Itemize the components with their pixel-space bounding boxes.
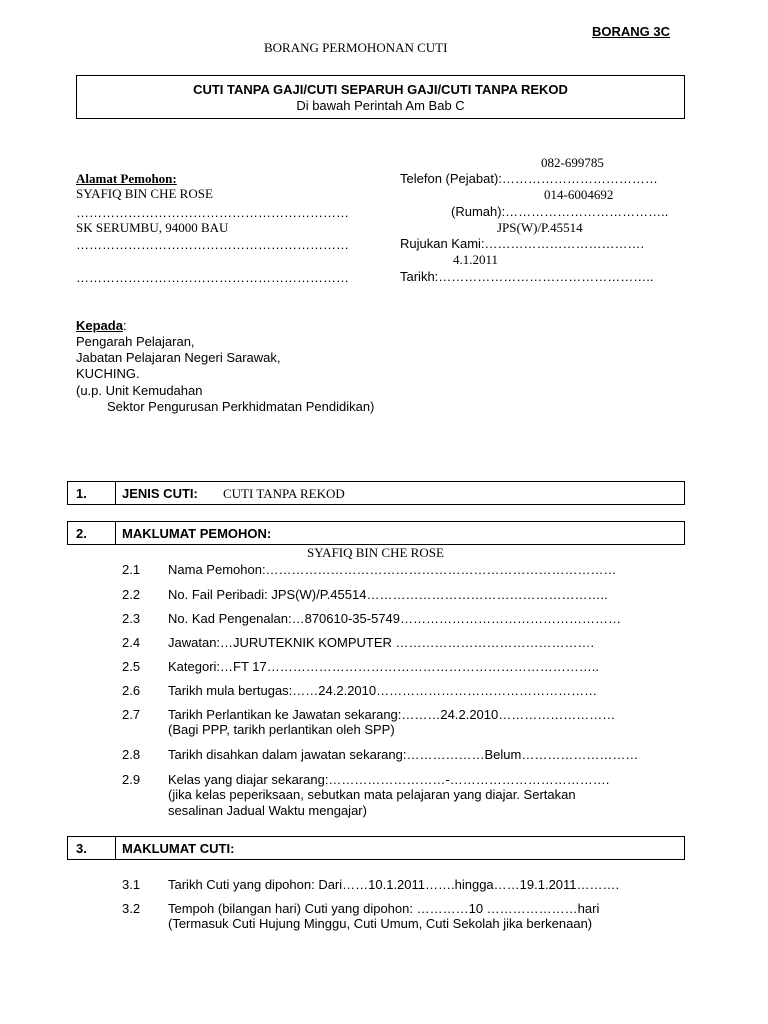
home-phone-label: (Rumah):………………………………..	[451, 204, 669, 219]
recipient-line: KUCHING.	[76, 366, 140, 381]
item-number: 2.6	[122, 683, 141, 698]
box-subtitle: Di bawah Perintah Am Bab C	[296, 98, 465, 113]
item-text: Tarikh Cuti yang dipohon: Dari……10.1.2011…….hingga……19.1.2011……….	[168, 877, 620, 892]
section1-label: JENIS CUTI:	[122, 486, 198, 501]
item-note: sesalinan Jadual Waktu mengajar)	[168, 803, 367, 818]
section2-title: MAKLUMAT PEMOHON:	[122, 526, 272, 541]
item-text: Kelas yang diajar sekarang:………………………-……………………………….	[168, 772, 610, 787]
office-phone-label: Telefon (Pejabat):………………………………	[400, 171, 658, 186]
reference-value: JPS(W)/P.45514	[497, 220, 583, 235]
item-text: No. Fail Peribadi: JPS(W)/P.45514………………………………………………..	[168, 587, 608, 602]
section3-number: 3.	[76, 841, 87, 856]
item-text: Tarikh Perlantikan ke Jawatan sekarang:………24.2.2010………………………	[168, 707, 616, 722]
leave-type-value: CUTI TANPA REKOD	[223, 486, 345, 501]
form-title: BORANG PERMOHONAN CUTI	[264, 40, 448, 55]
applicant-name-entry: SYAFIQ BIN CHE ROSE	[307, 545, 444, 560]
item-number: 2.9	[122, 772, 141, 787]
applicant-address: SK SERUMBU, 94000 BAU	[76, 220, 229, 235]
address-dots-2: ………………………………………………………	[76, 237, 349, 252]
item-text: Kategori:…FT 17…………………………………………………………………..	[168, 659, 599, 674]
item-number: 3.2	[122, 901, 141, 916]
item-number: 2.5	[122, 659, 141, 674]
section1-number: 1.	[76, 486, 87, 501]
item-number: 2.1	[122, 562, 141, 577]
item-text: Tarikh mula bertugas:……24.2.2010……………………………………………	[168, 683, 598, 698]
recipient-line: Jabatan Pelajaran Negeri Sarawak,	[76, 350, 281, 365]
item-note: (jika kelas peperiksaan, sebutkan mata pelajaran yang diajar. Sertakan	[168, 787, 576, 802]
address-dots-1: ………………………………………………………	[76, 205, 349, 220]
office-phone-value: 082-699785	[541, 155, 604, 170]
item-number: 2.3	[122, 611, 141, 626]
section2-number: 2.	[76, 526, 87, 541]
section3-title: MAKLUMAT CUTI:	[122, 841, 235, 856]
item-text: Nama Pemohon:………………………………………………………………………	[168, 562, 617, 577]
title-box	[76, 75, 685, 119]
recipient-colon: :	[122, 318, 127, 333]
box-title: CUTI TANPA GAJI/CUTI SEPARUH GAJI/CUTI TANPA REKOD	[193, 82, 568, 97]
home-phone-value: 014-6004692	[544, 187, 614, 202]
recipient-heading	[76, 318, 127, 333]
date-value: 4.1.2011	[453, 252, 499, 267]
item-number: 2.8	[122, 747, 141, 762]
recipient-line: Sektor Pengurusan Perkhidmatan Pendidikan)	[107, 399, 375, 414]
section1-box	[67, 481, 685, 505]
address-dots-3: ………………………………………………………	[76, 270, 349, 285]
item-note: (Termasuk Cuti Hujung Minggu, Cuti Umum, Cuti Sekolah jika berkenaan)	[168, 916, 593, 931]
recipient-label: Kepada	[76, 318, 123, 333]
item-number: 2.2	[122, 587, 141, 602]
item-text: No. Kad Pengenalan:…870610-35-5749……………………………………………	[168, 611, 622, 626]
item-number: 2.4	[122, 635, 141, 650]
item-text: Tarikh disahkan dalam jawatan sekarang:………………Belum………………………	[168, 747, 639, 762]
address-label: Alamat Pemohon:	[76, 171, 177, 186]
section3-box	[67, 836, 685, 860]
date-label: Tarikh:…………………………………………..	[400, 269, 654, 284]
item-number: 2.7	[122, 707, 141, 722]
item-text: Jawatan:…JURUTEKNIK KOMPUTER ……………………………………….	[168, 635, 595, 650]
item-number: 3.1	[122, 877, 141, 892]
section2-box	[67, 521, 685, 545]
reference-label: Rujukan Kami:……………………………….	[400, 236, 645, 251]
recipient-line: Pengarah Pelajaran,	[76, 334, 195, 349]
applicant-name: SYAFIQ BIN CHE ROSE	[76, 186, 213, 201]
form-code: BORANG 3C	[592, 24, 671, 39]
recipient-line: (u.p. Unit Kemudahan	[76, 383, 203, 398]
item-note: (Bagi PPP, tarikh perlantikan oleh SPP)	[168, 722, 395, 737]
item-text: Tempoh (bilangan hari) Cuti yang dipohon: …………10 …………………hari	[168, 901, 600, 916]
